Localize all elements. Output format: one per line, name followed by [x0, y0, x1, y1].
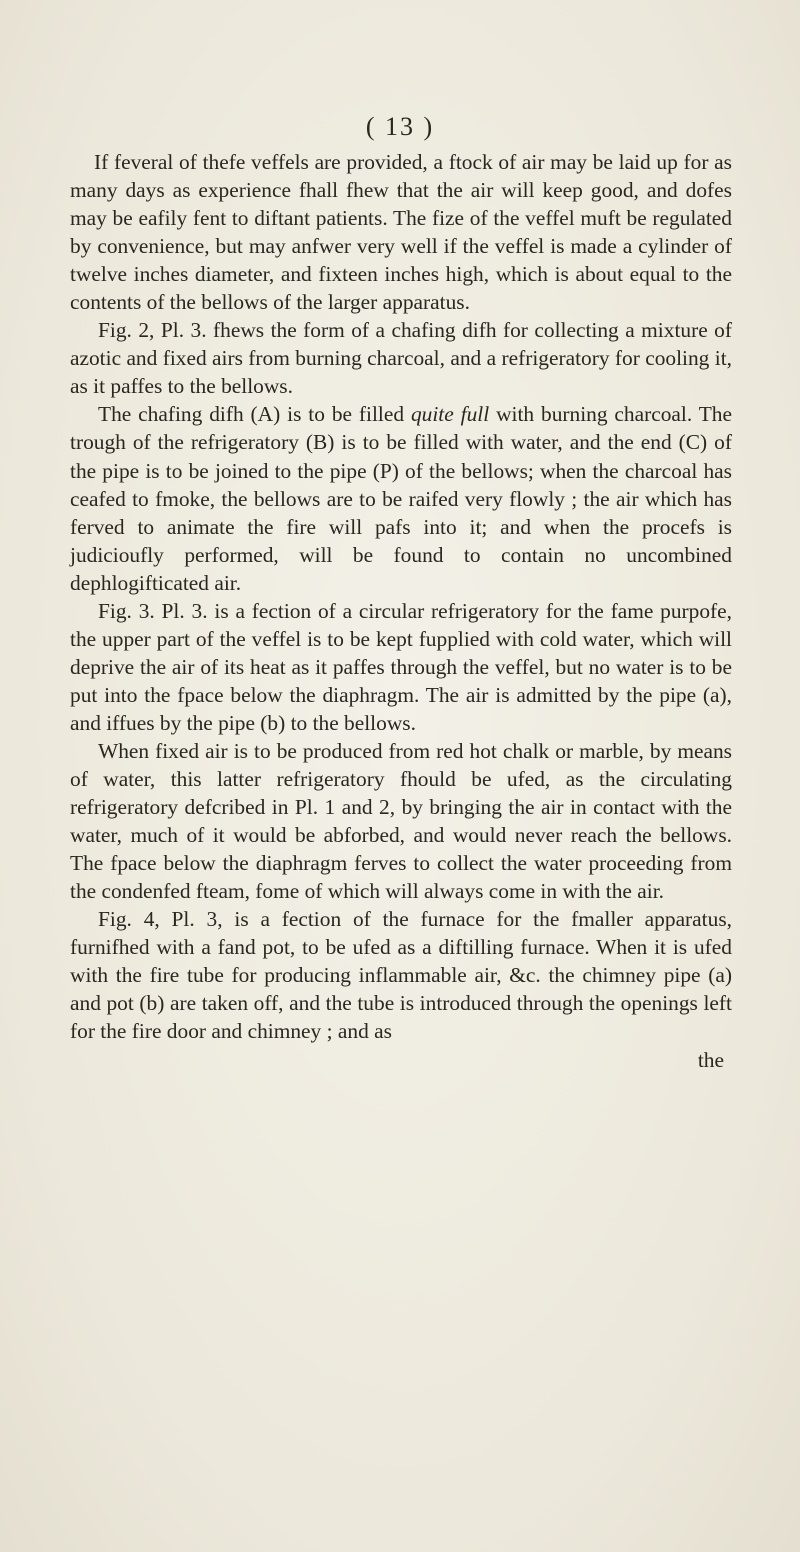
paragraph-fig4-furnace: [70, 905, 732, 1045]
catchword: the: [697, 1047, 724, 1072]
paragraph-text: with burning charcoal. The trough of the refrigeratory (B) is to be filled with water, and the end (C) of the pipe is to be joined to the pipe (P) of the bellows; when the charcoal has ceafed to fmoke, the bellows are to be raifed very flowly ; the air which has ferved to animate the fire will pafs into it; and when the procefs is judicioufly performed, will be found to contain no uncombined dephlogifticated air.: [70, 402, 732, 595]
body-text: [70, 148, 732, 1074]
paragraph-text: Fig. 3. Pl. 3. is a fection of a circular refrigeratory for the fame purpofe, the upper part of the veffel is to be kept fupplied with cold water, which will deprive the air of its heat as it paffes through the veffel, but no water is to be put into the fpace below the diaphragm. The air is admitted by the pipe (a), and iffues by the pipe (b) to the bellows.: [70, 598, 732, 735]
paragraph-text: Fig. 4, Pl. 3, is a fection of the furnace for the fmaller apparatus, furnifhed with a fand pot, to be ufed as a diftilling furnace. When it is ufed with the fire tube for producing inflammable air, &c. the chimney pipe (a) and pot (b) are taken off, and the tube is introduced through the openings left for the fire door and chimney ; and as: [70, 907, 732, 1044]
paragraph-text: The chafing difh (A) is to be filled: [98, 402, 411, 427]
paragraph-chafing-dish-procedure: [70, 400, 732, 596]
emphasis-quite-full: quite full: [410, 402, 490, 427]
paragraph-vessels-stock: [70, 148, 732, 316]
paragraph-text: If feveral of thefe veffels are provided, a ftock of air may be laid up for as many days as experience fhall fhew that the air will keep good, and dofes may be eafily fent to diftant patients. The fize of the veffel muft be regulated by convenience, but may anfwer very well if the veffel is made a cylinder of twelve inches diameter, and fixteen inches high, which is about equal to the contents of the bellows of the larger apparatus.: [70, 150, 732, 315]
paragraph-fig2-chafing-dish: [70, 316, 732, 400]
page-number: ( 13 ): [365, 112, 435, 141]
paragraph-text: When fixed air is to be produced from red hot chalk or marble, by means of water, this latter refrigeratory fhould be ufed, as the circulating refrigeratory defcribed in Pl. 1 and 2, by bringing the air in contact with the water, much of it would be abforbed, and would never reach the bellows. The fpace below the diaphragm ferves to collect the water proceeding from the condenfed fteam, fome of which will always come in with the air.: [70, 738, 732, 904]
paragraph-fixed-air-chalk: [70, 737, 732, 905]
paragraph-fig3-refrigeratory: [70, 597, 732, 737]
paragraph-text: Fig. 2, Pl. 3. fhews the form of a chafing difh for collecting a mixture of azotic and fixed airs from burning charcoal, and a refrigeratory for cooling it, as it paffes to the bellows.: [70, 318, 732, 399]
